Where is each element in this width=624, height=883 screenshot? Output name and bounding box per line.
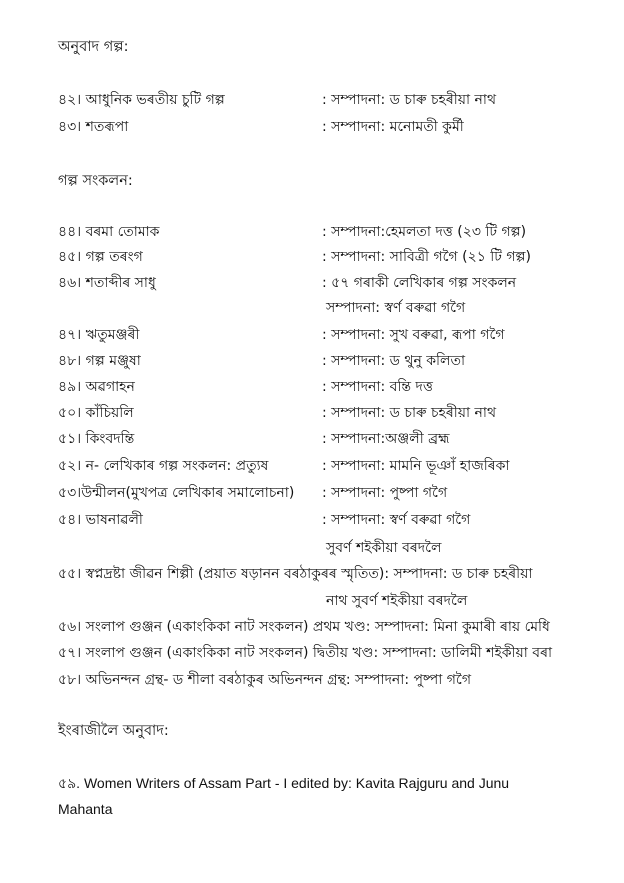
entry-48-title: ৪৮। গল্প মঞ্জুষা bbox=[58, 353, 141, 369]
entry-44-editor: : সম্পাদনা:হেমলতা দত্ত (২৩ টি গল্প) bbox=[322, 224, 527, 240]
heading-english-translation: ইংৰাজীলৈ অনুবাদ: bbox=[58, 723, 169, 739]
entry-52-editor: : সম্পাদনা: মামনি ভূঞাঁ হাজৰিকা bbox=[322, 458, 510, 474]
entry-48-editor: : সম্পাদনা: ড থুনু কলিতা bbox=[322, 353, 466, 369]
entry-59-line2: Mahanta bbox=[58, 801, 113, 817]
entry-49-title: ৪৯। অৱগাহন bbox=[58, 379, 135, 395]
entry-46-title: ৪৬। শতাব্দীৰ সাধু bbox=[58, 275, 156, 291]
entry-47-editor: : সম্পাদনা: সুখ বৰুৱা, ৰূপা গগৈ bbox=[322, 327, 505, 343]
entry-54-title: ৫৪। ভাষনাৱলী bbox=[58, 512, 143, 528]
entry-45-editor: : সম্পাদনা: সাবিত্ৰী গগৈ (২১ টি গল্প) bbox=[322, 249, 531, 265]
entry-50-title: ৫০। কাঁচিয়লি bbox=[58, 405, 134, 421]
entry-57-line: ৫৭। সংলাপ গুঞ্জন (একাংকিকা নাট সংকলন) দ্বিতীয় খণ্ড: সম্পাদনা: ডালিমী শইকীয়া বৰা bbox=[58, 645, 553, 661]
entry-42-title: ৪২। আধুনিক ভৰতীয় চুটি গল্প bbox=[58, 92, 225, 108]
entry-51-editor: : সম্পাদনা:অঞ্জলী ব্ৰহ্ম bbox=[322, 431, 450, 447]
entry-45-title: ৪৫। গল্প তৰংগ bbox=[58, 249, 143, 265]
entry-44-title: ৪৪। বৰমা তোমাক bbox=[58, 224, 160, 240]
entry-53-editor: : সম্পাদনা: পুষ্পা গগৈ bbox=[322, 485, 448, 501]
entry-43-title: ৪৩। শতৰূপা bbox=[58, 119, 129, 135]
entry-52-title: ৫২। ন- লেখিকাৰ গল্প সংকলন: প্ৰত্যুষ bbox=[58, 458, 269, 474]
entry-59-line1: ৫৯. Women Writers of Assam Part - I edited by: Kavita Rajguru and Junu bbox=[58, 775, 510, 791]
heading-story-collections: গল্প সংকলন: bbox=[58, 173, 133, 189]
entry-54-editor: : সম্পাদনা: স্বৰ্ণ বৰুৱা গগৈ bbox=[322, 512, 471, 528]
entry-51-title: ৫১। কিংবদন্তি bbox=[58, 431, 135, 447]
entry-50-editor: : সম্পাদনা: ড চাৰু চহৰীয়া নাথ bbox=[322, 405, 497, 421]
heading-translated-stories: অনুবাদ গল্প: bbox=[58, 39, 129, 55]
entry-54-editor-line2: সুবৰ্ণ শইকীয়া বৰদলৈ bbox=[326, 540, 442, 556]
entry-56-line: ৫৬। সংলাপ গুঞ্জন (একাংকিকা নাট সংকলন) প্ৰথম খণ্ড: সম্পাদনা: মিনা কুমাৰী ৰায় মেধি bbox=[58, 619, 550, 635]
entry-43-editor: : সম্পাদনা: মনোমতী কুৰ্মী bbox=[322, 119, 464, 135]
entry-55-line1: ৫৫। স্বপ্নদ্ৰষ্টা জীৱন শিল্পী (প্ৰয়াত ষড়ানন বৰঠাকুৰৰ স্মৃতিত): সম্পাদনা: ড চাৰু চহৰীয়া bbox=[58, 566, 533, 582]
entry-42-editor: : সম্পাদনা: ড চাৰু চহৰীয়া নাথ bbox=[322, 92, 497, 108]
entry-53-title: ৫৩।উন্মীলন(মুখপত্ৰ লেখিকাৰ সমালোচনা) bbox=[58, 485, 295, 501]
entry-47-title: ৪৭। ঋতুমঞ্জৰী bbox=[58, 327, 140, 343]
entry-46-editor-line2: সম্পাদনা: স্বৰ্ণ বৰুৱা গগৈ bbox=[326, 300, 466, 316]
entry-55-line2: নাথ সুবৰ্ণ শইকীয়া বৰদলৈ bbox=[326, 593, 468, 609]
entry-49-editor: : সম্পাদনা: বন্তি দত্ত bbox=[322, 379, 433, 395]
entry-46-editor: : ৫৭ গৰাকী লেখিকাৰ গল্প সংকলন bbox=[322, 275, 517, 291]
entry-58-line: ৫৮। অভিনন্দন গ্ৰন্থ- ড শীলা বৰঠাকুৰ অভিনন্দন গ্ৰন্থ: সম্পাদনা: পুষ্পা গগৈ bbox=[58, 672, 471, 688]
